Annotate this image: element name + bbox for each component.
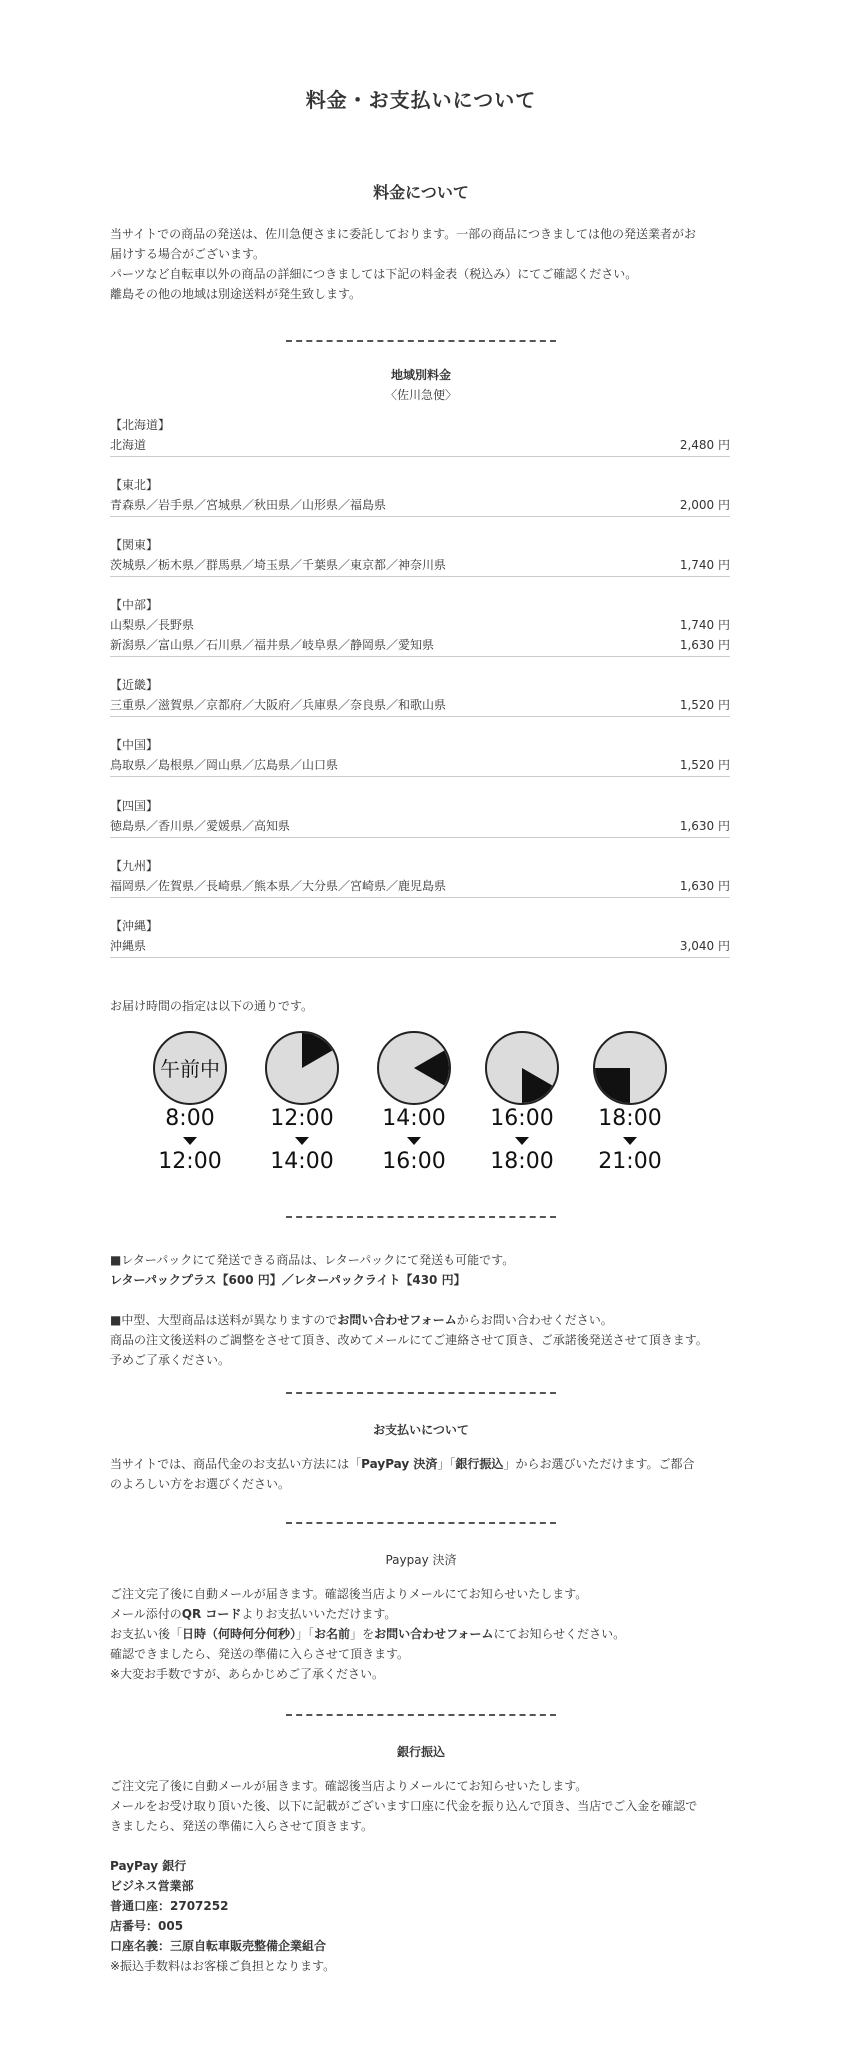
fee-intro-line: パーツなど自転車以外の商品の詳細につきましては下記の料金表（税込み）にてご確認ください。 <box>110 267 638 281</box>
region-name: 【九州】 <box>110 859 159 873</box>
time-slot-start: 8:00 <box>165 1106 215 1131</box>
arrow-down-icon <box>183 1137 197 1145</box>
payment-intro-line: のよろしい方をお選びください。 <box>110 1477 291 1491</box>
clock-icon-morning <box>152 1030 228 1106</box>
rate-price: 2,000 円 <box>679 498 730 512</box>
bank-line: きましたら、発送の準備に入らさせて頂きます。 <box>110 1819 374 1833</box>
payment-text: 当サイトでは、商品代金のお支払い方法には「 <box>110 1457 362 1471</box>
paypay-emphasis: お名前 <box>314 1627 351 1641</box>
time-slot-16-18 <box>484 1030 560 1175</box>
contact-form-link[interactable]: お問い合わせフォーム <box>337 1313 457 1327</box>
rate-row <box>110 936 730 956</box>
large-item-note-line <box>110 1310 730 1330</box>
region-kanto <box>110 535 730 577</box>
bank-line: ご注文完了後に自動メールが届きます。確認後当店よりメールにてお知らせいたします。 <box>110 1779 588 1793</box>
time-slot-end: 16:00 <box>382 1149 446 1174</box>
contact-form-link[interactable]: お問い合わせフォーム <box>374 1627 494 1641</box>
payment-text: 」「 <box>437 1457 456 1471</box>
region-hokkaido <box>110 415 730 457</box>
clock-icon-18-21 <box>592 1030 668 1106</box>
region-kinki <box>110 675 730 717</box>
fee-section-title: 料金について <box>373 183 469 202</box>
region-name: 【沖縄】 <box>110 919 159 933</box>
row-divider <box>110 716 730 717</box>
fee-intro-line: 当サイトでの商品の発送は、佐川急便さまに委託しております。一部の商品につきましては他の発送業者がお <box>110 227 696 241</box>
time-slot-end: 14:00 <box>270 1149 334 1174</box>
bank-holder-text: 口座名義：三原自転車販売整備企業組合 <box>110 1939 327 1953</box>
arrow-down-icon <box>623 1137 637 1145</box>
region-name: 【近畿】 <box>110 678 159 692</box>
time-slot-end: 21:00 <box>598 1149 662 1174</box>
prefecture-list: 茨城県／栃木県／群馬県／埼玉県／千葉県／東京都／神奈川県 <box>110 558 447 572</box>
paypay-text: 」「 <box>296 1627 315 1641</box>
region-kyushu <box>110 856 730 898</box>
paypay-section-title: Paypay 決済 <box>385 1553 457 1567</box>
time-slot-morning <box>152 1030 228 1175</box>
section-divider <box>286 1392 556 1394</box>
bank-instructions <box>110 1776 730 1836</box>
large-item-note-line: 予めご了承ください。 <box>110 1353 231 1367</box>
region-name: 【北海道】 <box>110 418 171 432</box>
region-name: 【中部】 <box>110 598 159 612</box>
rate-price: 1,520 円 <box>679 758 730 772</box>
region-name: 【関東】 <box>110 538 159 552</box>
region-shikoku <box>110 796 730 838</box>
delivery-time-intro-line: お届け時間の指定は以下の通りです。 <box>110 999 314 1013</box>
paypay-text: 」を <box>350 1627 375 1641</box>
morning-label: 午前中 <box>160 1057 220 1081</box>
rate-row <box>110 495 730 515</box>
rate-row <box>110 816 730 836</box>
section-divider <box>286 1216 556 1218</box>
time-slot-14-16 <box>376 1030 452 1175</box>
region-name: 【四国】 <box>110 799 159 813</box>
row-divider <box>110 516 730 517</box>
payment-section-title: お支払いについて <box>373 1423 469 1437</box>
time-slot-end: 12:00 <box>158 1149 222 1174</box>
delivery-time-intro <box>110 996 730 1016</box>
rate-row <box>110 695 730 715</box>
paypay-text: よりお支払いいただけます。 <box>241 1607 397 1621</box>
paypay-text: メール添付の <box>110 1607 182 1621</box>
large-item-note <box>110 1310 730 1370</box>
rate-row <box>110 555 730 575</box>
arrow-down-icon <box>515 1137 529 1145</box>
prefecture-list: 福岡県／佐賀県／長崎県／熊本県／大分県／宮崎県／鹿児島県 <box>110 879 447 893</box>
page-title: 料金・お支払いについて <box>305 88 537 112</box>
letterpack-prices-text: レターパックプラス【600 円】／レターパックライト【430 円】 <box>110 1273 466 1287</box>
paypay-line: ※大変お手数ですが、あらかじめご了承ください。 <box>110 1667 385 1681</box>
qr-code-label: QR コード <box>181 1607 242 1621</box>
region-name: 【中国】 <box>110 738 159 752</box>
paypay-line <box>110 1624 730 1644</box>
large-item-note-line: 商品の注文後送料のご調整をさせて頂き、改めてメールにてご連絡させて頂き、ご承諾後発送させて頂きます。 <box>110 1333 708 1347</box>
paypay-emphasis: 日時（何時何分何秒） <box>182 1627 297 1641</box>
row-divider <box>110 957 730 958</box>
arrow-down-icon <box>295 1137 309 1145</box>
row-divider <box>110 837 730 838</box>
paypay-line: 確認できましたら、発送の準備に入らさせて頂きます。 <box>110 1647 410 1661</box>
time-slot-18-21 <box>592 1030 668 1175</box>
payment-text: 」からお選びいただけます。ご都合 <box>503 1457 695 1471</box>
rate-price: 1,520 円 <box>679 698 730 712</box>
paypay-text: にてお知らせください。 <box>493 1627 626 1641</box>
section-divider <box>286 340 556 342</box>
clock-icon-14-16 <box>376 1030 452 1106</box>
fee-intro-line: 届けする場合がございます。 <box>110 247 266 261</box>
rate-row <box>110 435 730 455</box>
prefecture-list: 三重県／滋賀県／京都府／大阪府／兵庫県／奈良県／和歌山県 <box>110 698 447 712</box>
row-divider <box>110 897 730 898</box>
bank-section-title: 銀行振込 <box>396 1745 445 1759</box>
time-slot-start: 12:00 <box>270 1106 334 1131</box>
fee-intro-line: 離島その他の地域は別途送料が発生致します。 <box>110 287 362 301</box>
paypay-line <box>110 1604 730 1624</box>
prefecture-list: 新潟県／富山県／石川県／福井県／岐阜県／静岡県／愛知県 <box>110 638 435 652</box>
bank-branch-number <box>110 1916 730 1936</box>
rate-price: 1,740 円 <box>679 558 730 572</box>
region-name: 【東北】 <box>110 478 159 492</box>
paypay-line: ご注文完了後に自動メールが届きます。確認後当店よりメールにてお知らせいたします。 <box>110 1587 588 1601</box>
payment-method-paypay: PayPay 決済 <box>361 1457 438 1471</box>
bank-branch-number-text: 店番号：005 <box>110 1919 184 1933</box>
payment-intro-line <box>110 1454 730 1474</box>
rate-row <box>110 615 730 635</box>
bank-branch-text: ビジネス営業部 <box>110 1879 194 1893</box>
bank-account-info <box>110 1856 730 1976</box>
payment-method-bank: 銀行振込 <box>455 1457 504 1471</box>
bank-account-number <box>110 1896 730 1916</box>
time-slot-end: 18:00 <box>490 1149 554 1174</box>
rate-table-title: 地域別料金 <box>390 368 451 382</box>
rate-price: 3,040 円 <box>679 939 730 953</box>
note-text: ■中型、大型商品は送料が異なりますので <box>110 1313 338 1327</box>
row-divider <box>110 776 730 777</box>
rate-price: 1,630 円 <box>679 638 730 652</box>
bank-branch <box>110 1876 730 1896</box>
prefecture-list: 沖縄県 <box>110 939 147 953</box>
rate-price: 2,480 円 <box>679 438 730 452</box>
rate-row <box>110 755 730 775</box>
bank-name-text: PayPay 銀行 <box>110 1859 187 1873</box>
region-tohoku <box>110 475 730 517</box>
delivery-time-slots <box>152 1030 692 1185</box>
rate-price: 1,630 円 <box>679 879 730 893</box>
prefecture-list: 青森県／岩手県／宮城県／秋田県／山形県／福島県 <box>110 498 387 512</box>
rate-price: 1,740 円 <box>679 618 730 632</box>
payment-intro <box>110 1454 730 1494</box>
clock-icon-12-14 <box>264 1030 340 1106</box>
time-slot-start: 16:00 <box>490 1106 554 1131</box>
note-text: からお問い合わせください。 <box>456 1313 613 1327</box>
section-divider <box>286 1522 556 1524</box>
prefecture-list: 徳島県／香川県／愛媛県／高知県 <box>110 819 291 833</box>
bank-account-text: 普通口座：2707252 <box>110 1899 229 1913</box>
rate-price: 1,630 円 <box>679 819 730 833</box>
bank-name <box>110 1856 730 1876</box>
rate-row <box>110 635 730 655</box>
prefecture-list: 山梨県／長野県 <box>110 618 195 632</box>
letterpack-note <box>110 1250 730 1290</box>
prefecture-list: 鳥取県／島根県／岡山県／広島県／山口県 <box>110 758 339 772</box>
row-divider <box>110 576 730 577</box>
row-divider <box>110 656 730 657</box>
fee-intro <box>110 224 730 304</box>
time-slot-12-14 <box>264 1030 340 1175</box>
region-chubu <box>110 595 730 657</box>
paypay-instructions <box>110 1584 730 1684</box>
region-okinawa <box>110 916 730 958</box>
bank-account-holder <box>110 1936 730 1956</box>
rate-row <box>110 876 730 896</box>
clock-wedge <box>595 1068 630 1103</box>
bank-line: メールをお受け取り頂いた後、以下に記載がございます口座に代金を振り込んで頂き、当店でご入金を確認で <box>110 1799 698 1813</box>
letterpack-prices <box>110 1270 730 1290</box>
time-slot-start: 18:00 <box>598 1106 662 1131</box>
paypay-text: お支払い後「 <box>110 1627 183 1641</box>
time-slot-start: 14:00 <box>382 1106 446 1131</box>
bank-fee-note: ※振込手数料はお客様ご負担となります。 <box>110 1959 336 1973</box>
arrow-down-icon <box>407 1137 421 1145</box>
row-divider <box>110 456 730 457</box>
rate-table-carrier: 〈佐川急便〉 <box>384 388 457 402</box>
letterpack-note-line: ■レターパックにて発送できる商品は、レターパックにて発送も可能です。 <box>110 1253 515 1267</box>
clock-icon-16-18 <box>484 1030 560 1106</box>
prefecture-list: 北海道 <box>110 438 147 452</box>
section-divider <box>286 1714 556 1716</box>
region-chugoku <box>110 735 730 777</box>
